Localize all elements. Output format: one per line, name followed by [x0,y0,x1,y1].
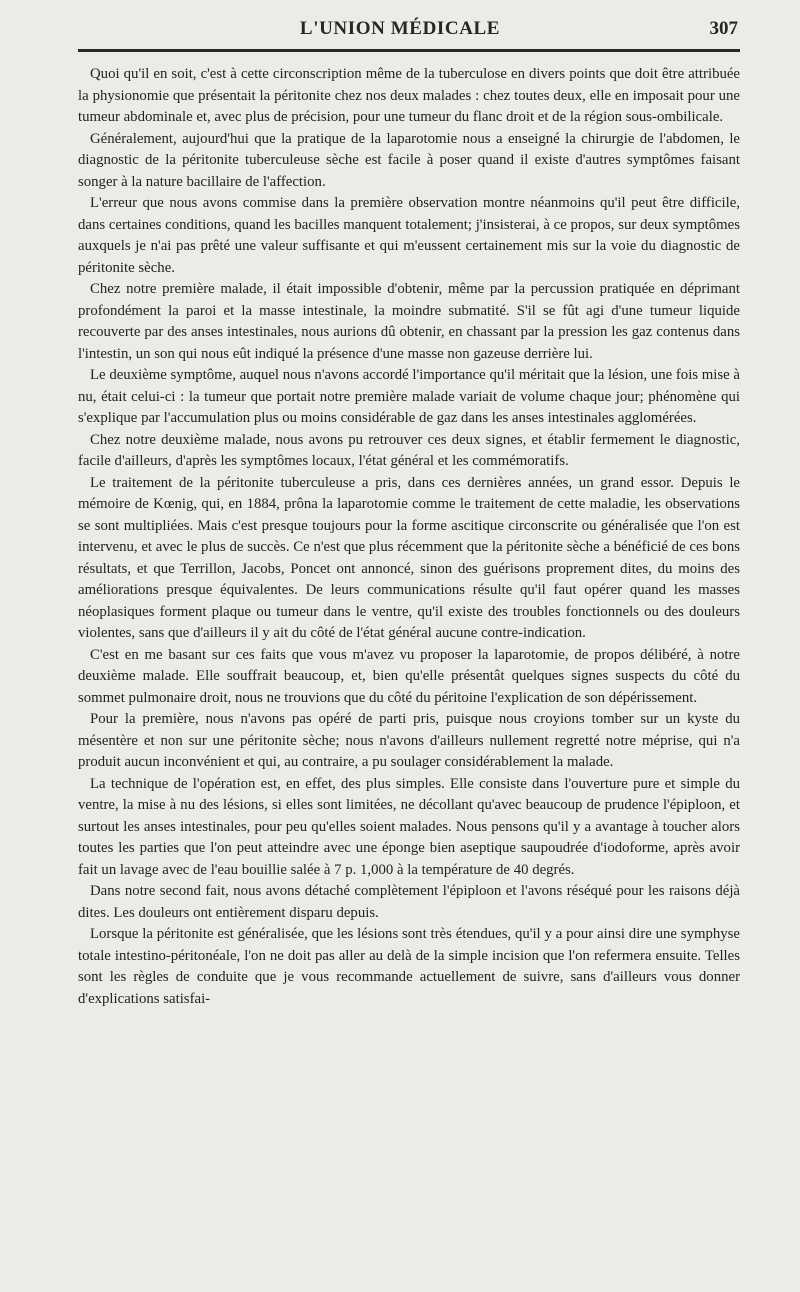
paragraph: Chez notre première malade, il était impossible d'obtenir, même par la percussion pratiquée en déprimant profondément la paroi et la masse intestinale, la moindre submatité. S'il se fût agi d'une tumeur liquide recouverte par des anses intestinales, nous aurions dû obtenir, en chassant par la pression les gaz contenus dans l'intestin, un son qui nous eût indiqué la présence d'une masse non gazeuse derrière lui. [78,281,740,362]
paragraph: Dans notre second fait, nous avons détaché complètement l'épiploon et l'avons réséqué pour les raisons déjà dites. Les douleurs ont entièrement disparu depuis. [78,883,740,921]
paragraph: C'est en me basant sur ces faits que vous m'avez vu proposer la laparotomie, de propos délibéré, à notre deuxième malade. Elle souffrait beaucoup, et, bien qu'elle présentât quelques signes suspects du côté du sommet pulmonaire droit, nous ne trouvions que du côté du péritoine l'explication de son dépérissement. [78,646,740,706]
paragraph: Généralement, aujourd'hui que la pratique de la laparotomie nous a enseigné la chirurgie de l'abdomen, le diagnostic de la péritonite tuberculeuse sèche est facile à poser quand il existe d'autres symptômes faisant songer à la nature bacillaire de l'affection. [78,130,740,190]
paragraph: La technique de l'opération est, en effet, des plus simples. Elle consiste dans l'ouverture pure et simple du ventre, la mise à nu des lésions, si elles sont limitées, ne décollant qu'avec beaucoup de prudence l'épiploon, et surtout les anses intestinales, pour peu qu'elles soient malades. Nous pensons qu'il y a avantage à toucher alors toutes les parties que l'on peut atteindre avec une éponge bien aseptique saupoudrée d'iodoforme, après avoir fait un lavage avec de l'eau bouillie salée à 7 p. 1,000 à la température de 40 degrés. [78,775,740,878]
page-header [0,18,800,48]
paragraph: Lorsque la péritonite est généralisée, que les lésions sont très étendues, qu'il y a pour ainsi dire une symphyse totale intestino-péritonéale, l'on ne doit pas aller au delà de la simple incision que l'on refermera ensuite. Telles sont les règles de conduite que je vous recommande actuellement de suivre, sans d'ailleurs vous donner d'explications satisfai- [78,926,740,1007]
paragraph: Pour la première, nous n'avons pas opéré de parti pris, puisque nous croyions tomber sur un kyste du mésentère et non sur une péritonite sèche; nous n'avons d'ailleurs nullement regretté notre méprise, qui n'a produit aucun inconvénient et qui, au contraire, a pu soulager considérablement la malade. [78,711,740,770]
page-number: 307 [709,18,738,39]
paragraph: Le deuxième symptôme, auquel nous n'avons accordé l'importance qu'il méritait que la lésion, une fois mise à nu, était celui-ci : la tumeur que portait notre première malade variait de volume chaque jour; phénomène qui s'explique par l'accumulation plus ou moins considérable de gaz dans les anses intestinales agglomérées. [78,367,740,426]
header-rule [78,49,740,52]
paragraph: Chez notre deuxième malade, nous avons pu retrouver ces deux signes, et établir fermement le diagnostic, facile d'ailleurs, d'après les symptômes locaux, l'état général et les commémoratifs. [78,431,740,469]
paragraph: Le traitement de la péritonite tuberculeuse a pris, dans ces dernières années, un grand essor. Depuis le mémoire de Kœnig, qui, en 1884, prôna la laparotomie comme le traitement de cette maladie, les observations se sont multipliées. Mais c'est presque toujours pour la forme ascitique circonscrite ou généralisée que l'on est intervenu, et avec le plus de succès. Ce n'est que plus récemment que la péritonite sèche a bénéficié de ces bons résultats, et que Terrillon, Jacobs, Poncet ont annoncé, sinon des guérisons proprement dites, du moins des améliorations presque équivalentes. De leurs communications résulte qu'il faut opérer quand les masses néoplasiques forment plaque ou tumeur dans le ventre, qu'il existe des troubles fonctionnels ou des douleurs violentes, sans que d'ailleurs il y ait du côté de l'état général aucune contre-indication. [78,474,740,641]
article-body [78,64,740,1010]
paragraph: L'erreur que nous avons commise dans la première observation montre néanmoins qu'il peut être difficile, dans certaines conditions, quand les bacilles manquent totalement; j'insisterai, à ce propos, sur deux symptômes auxquels je n'ai pas prêté une valeur suffisante et qui m'eussent certainement mis sur la voie du diagnostic de péritonite sèche. [78,195,740,276]
running-title: L'UNION MÉDICALE [299,18,501,39]
paragraph: Quoi qu'il en soit, c'est à cette circonscription même de la tuberculose en divers points que doit être attribuée la physionomie que présentait la péritonite chez nos deux malades : chez toutes deux, elle en imposait pour une tumeur abdominale et, avec plus de précision, pour une tumeur du flanc droit et de la région sous-ombilicale. [78,66,740,125]
